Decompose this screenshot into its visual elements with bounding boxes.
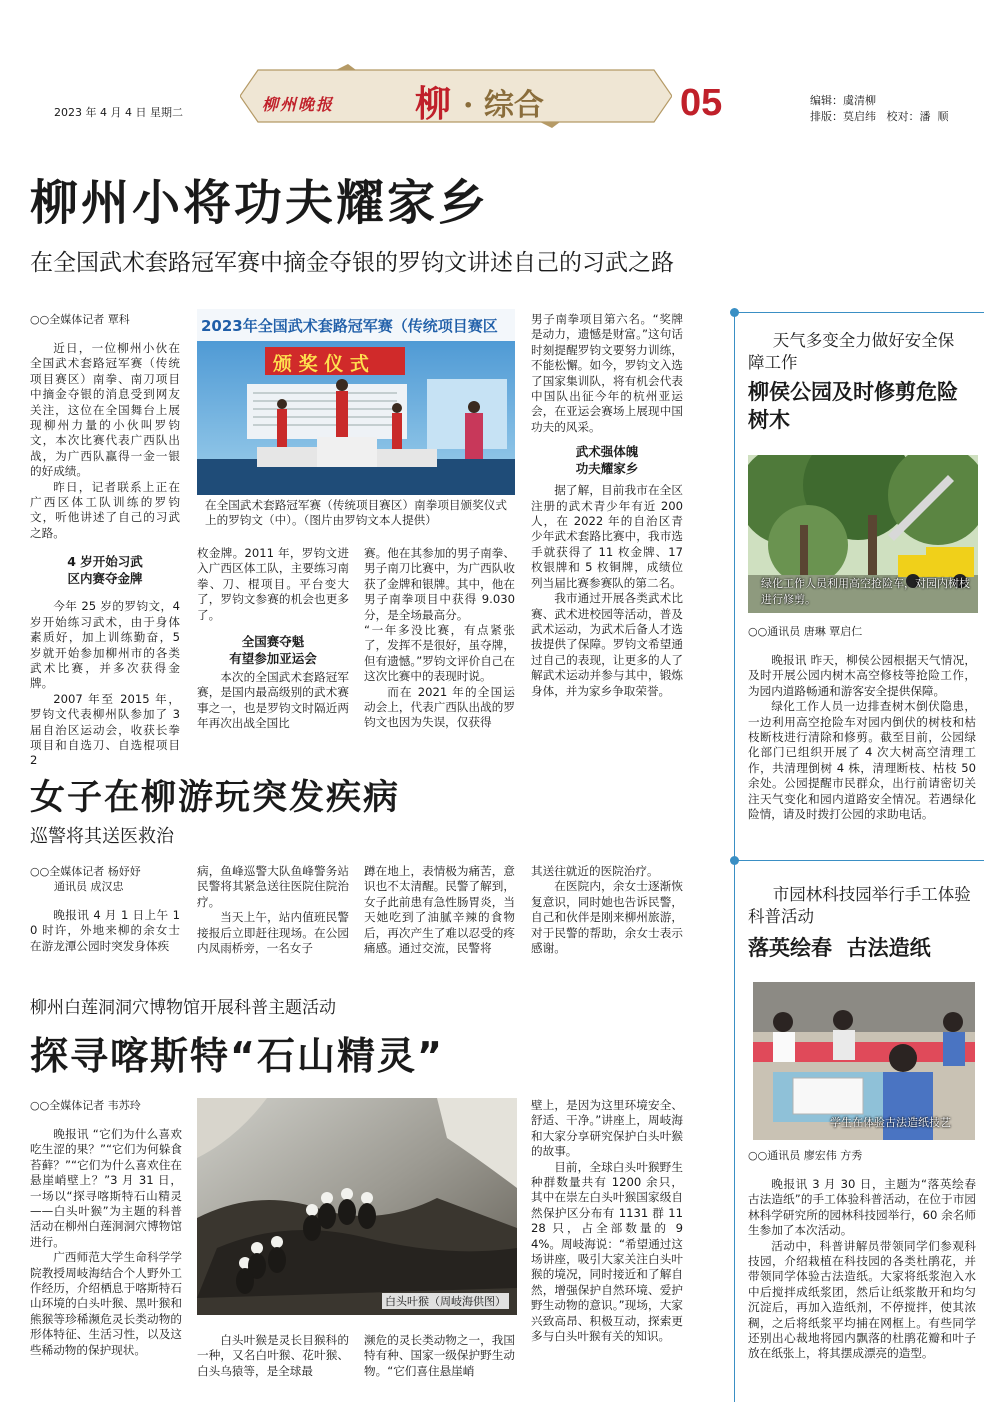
award-photo-caption: 在全国武术套路冠军赛（传统项目赛区）南拳项目颁奖仪式上的罗钧文（中）。（图片由罗钧文本人提供） bbox=[205, 498, 507, 528]
paragraph: 枚金牌。2011 年，罗钧文进入广西区体工队，主要练习南拳、刀、棍项目。平台变大了，罗钧文参赛的机会也更多了。 bbox=[197, 546, 349, 622]
layout-credit: 排版：莫启纬 校对：潘 顺 bbox=[810, 110, 949, 123]
story3-kicker: 柳州白莲洞洞穴博物馆开展科普主题活动 bbox=[30, 998, 336, 1018]
langur-photo-caption: 白头叶猴（周岐海供图） bbox=[382, 1293, 509, 1309]
story1-column-3 bbox=[364, 546, 515, 731]
side1-body bbox=[748, 624, 976, 822]
paragraph: 在医院内，余女士逐渐恢复意识，同时她也告诉民警，自己和伙伴是刚来柳州旅游，对于民警的帮助，余女士表示感谢。 bbox=[531, 879, 683, 956]
page-number: 05 bbox=[680, 82, 723, 124]
award-ceremony-photo bbox=[197, 309, 515, 495]
paragraph: 近日，一位柳州小伙在全国武术套路冠军赛（传统项目赛区）南拳、南刀项目中摘金夺银的消息受到网友关注，这位在全国舞台上展现柳州力量的小伙叫罗钧文，本次比赛代表广西队出战，为广西队赢得一金一银的好成绩。 bbox=[30, 341, 180, 479]
paragraph: 当天上午，站内值班民警接报后立即赶往现场。在公园内凤雨桥旁，一名女子 bbox=[197, 910, 349, 956]
side1-kicker: 天气多变全力做好安全保障工作 bbox=[748, 331, 955, 372]
paragraph: 晚报讯 昨天，柳侯公园根据天气情况，及时开展公园内树木高空修枝等抢险工作，为园内道路畅通和游客安全提供保障。 bbox=[748, 653, 976, 698]
story2-byline: 通讯员 成汉忠 bbox=[54, 880, 124, 893]
story3-column-1 bbox=[30, 1098, 182, 1358]
paragraph: 2007 年至 2015 年，罗钧文代表柳州队参加了 3 届自治区运动会，收获长拳项目和自选刀、自选棍项目 2 bbox=[30, 691, 180, 768]
paragraph: 男子南拳项目第六名。“奖牌是动力，遗憾是财富。”这句话时刻提醒罗钧文要努力训练，不能松懈。如今，罗钧文入选了国家集训队，将有机会代表中国队出征今年的杭州亚运会，在亚运会赛场上展现中国功夫的风采。 bbox=[531, 312, 683, 434]
papermaking-photo-caption: 学生在体验古法造纸技艺 bbox=[830, 1116, 951, 1129]
paragraph: 晚报讯 3 月 30 日，主题为“落英绘春 古法造纸”的手工体验科普活动，在位于市园林科学研究所的园林科技园举行，60 余名师生参加了本次活动。 bbox=[748, 1177, 976, 1238]
tree-photo-caption: 绿化工作人员利用高空抢险车，对园内树枝进行修剪。 bbox=[761, 577, 970, 606]
story1-column-1 bbox=[30, 312, 180, 769]
paragraph: 壁上，是因为这里环境安全、舒适、干净。”讲座上，周岐海和大家分享研究保护白头叶猴的故事。 bbox=[531, 1098, 683, 1159]
story3-byline: ○○全媒体记者 韦苏玲 bbox=[30, 1099, 141, 1112]
paragraph: 晚报讯 “它们为什么喜欢吃生涩的果？”“它们为何躲食苔藓？”“它们为什么喜欢住在悬崖峭壁上？”3 月 31 日，一场以“探寻喀斯特石山精灵——白头叶猴”为主题的科普活动在柳州白莲洞洞穴博物馆进行。 bbox=[30, 1127, 182, 1249]
tree-trimming-photo bbox=[748, 455, 978, 613]
photo-banner-title: 2023年全国武术套路冠军赛（传统项目赛区 bbox=[201, 317, 498, 335]
side2-body bbox=[748, 1148, 976, 1362]
paragraph: 活动中，科普讲解员带领同学们参观科技园，介绍栽植在科技园的各类杜鹃花，并带领同学体验古法造纸。大家将纸浆泡入水中后搅拌成纸浆团，然后让纸浆散开和均匀沉淀后，再加入造纸剂，不停搅拌，使其浓稠，之后将纸浆平均捕在网框上。有些同学还别出心裁地将园内飘落的杜鹃花瓣和叶子放在纸张上，将其摆成漂亮的造型。 bbox=[748, 1238, 976, 1361]
paragraph: 本次的全国武术套路冠军赛，是国内最高级别的武术赛事之一，也是罗钧文时隔近两年再次出战全国比 bbox=[197, 670, 349, 731]
paragraph: 其送往就近的医院治疗。 bbox=[531, 864, 659, 878]
story1-byline: ○○全媒体记者 覃科 bbox=[30, 313, 130, 326]
side2-title: 落英绘春 古法造纸 bbox=[748, 936, 931, 960]
paragraph: 昨日，记者联系上正在广西区体工队训练的罗钧文，听他讲述了自己的习武之路。 bbox=[30, 479, 180, 540]
story3-column-3 bbox=[364, 1333, 515, 1379]
story1-subhead-3: 武术强体魄 功夫耀家乡 bbox=[575, 444, 639, 477]
paragraph: 濒危的灵长类动物之一，我国特有种、国家一级保护野生动物。“它们喜住悬崖峭 bbox=[364, 1333, 515, 1378]
sidebar-middle-rule bbox=[734, 860, 984, 861]
story1-subtitle: 在全国武术套路冠军赛中摘金夺银的罗钧文讲述自己的习武之路 bbox=[30, 250, 674, 276]
paragraph: 据了解，目前我市在全区注册的武术青少年有近 200 人，在 2022 年的自治区青少年武术套路比赛中，我市选手就获得了 11 枚金牌、17 枚银牌和 5 枚铜牌，成绩位列当届比赛参赛队的第二名。 bbox=[531, 483, 683, 590]
story2-column-2 bbox=[197, 864, 349, 956]
story3-column-4 bbox=[531, 1098, 683, 1345]
paragraph: 白头叶猴是灵长目猴科的一种，又名白叶猴、花叶猴、白头乌猿等，是全球最 bbox=[197, 1333, 349, 1378]
story3-title: 探寻喀斯特“石山精灵” bbox=[30, 1034, 444, 1078]
side1-byline: ○○通讯员 唐琳 覃启仁 bbox=[748, 625, 863, 638]
sidebar-top-rule bbox=[734, 312, 984, 313]
side2-byline: ○○通讯员 廖宏伟 方秀 bbox=[748, 1149, 863, 1162]
story2-column-1 bbox=[30, 864, 180, 954]
story1-subhead-2: 全国赛夺魁 有望参加亚运会 bbox=[229, 634, 317, 667]
paragraph: 目前，全球白头叶猴野生种群数量共有 1200 余只，其中在崇左白头叶猴国家级自然保护区分布有 1131 群 1128 只，占全部数量的 94%。周岐海说：“希望通过这场讲座，吸引大家关注白头叶猴的境况，同时接近和了解自然，增强保护自然环境、爱护野生动物的意识。”现场，大家兴致高昂、积极互动，探索更多与白头叶猴有关的知识。 bbox=[531, 1159, 683, 1344]
story1-subhead-1: 4 岁开始习武 区内赛夺金牌 bbox=[67, 554, 143, 587]
paragraph: 蹲在地上，表情极为痛苦，意识也不太清醒。民警了解到，女子此前患有急性肠胃炎，当天她吃到了油腻辛辣的食物后，再次产生了难以忍受的疼痛感。通过交流，民警将 bbox=[364, 864, 515, 956]
paragraph: 而在 2021 年的全国运动会上，代表广西队出战的罗钧文也因为失误，仅获得 bbox=[364, 684, 515, 730]
paragraph: 晚报讯 4 月 1 日上午 10 时许，外地来柳的余女士在游龙潭公园时突发身体疾 bbox=[30, 908, 180, 953]
story2-column-4 bbox=[531, 864, 683, 956]
story3-column-2 bbox=[197, 1333, 349, 1379]
section-character: 柳 bbox=[415, 83, 452, 125]
papermaking-photo bbox=[753, 982, 975, 1140]
story2-subtitle: 巡警将其送医救治 bbox=[30, 826, 174, 847]
photo-banner-ceremony: 颁 奖 仪 式 bbox=[273, 353, 369, 375]
paragraph: 今年 25 岁的罗钧文，4 岁开始练习武术，由于身体素质好，加上训练勤奋，5 岁就开始参加柳州市的各类武术比赛，并多次获得金牌。 bbox=[30, 599, 180, 691]
side2-kicker: 市园林科技园举行手工体验科普活动 bbox=[748, 885, 971, 926]
issue-date: 2023 年 4 月 4 日 星期二 bbox=[54, 106, 183, 119]
story2-title: 女子在柳游玩突发疾病 bbox=[30, 778, 401, 818]
paragraph: 广西师范大学生命科学学院教授周岐海结合个人野外工作经历，介绍栖息于喀斯特石山环境的白头叶猴、黑叶猴和熊猴等珍稀濒危灵长类动物的形体特征、生活习性，以及这些稀动物的保护现状。 bbox=[30, 1250, 182, 1357]
section-name: · 综合 bbox=[463, 88, 544, 123]
sidebar-top-dot bbox=[730, 308, 739, 317]
side1-title: 柳侯公园及时修剪危险树木 bbox=[748, 380, 958, 432]
paragraph: 绿化工作人员一边排查树木倒伏隐患，一边利用高空抢险车对园内倒伏的树枝和枯枝断枝进行清除和修剪。截至目前，公园绿化部门已组织开展了 4 次大树高空清理工作，共清理倒树 4 株，清理断枝、枯枝 50 余处。公园提醒市民群众，出行前请密切关注天气变化和园内道路安全情况。若遇绿化险情，请及时拨打公园的求助电话。 bbox=[748, 699, 976, 822]
sidebar-middle-dot bbox=[730, 856, 739, 865]
newspaper-logo: 柳州晚报 bbox=[262, 95, 335, 114]
paragraph: “一年多没比赛，有点紧张了，发挥不是很好，虽夺牌，但有遗憾。”罗钧文评价自己在这次比赛中的表现时说。 bbox=[364, 623, 515, 684]
paragraph: 赛。他在其参加的男子南拳、男子南刀比赛中，为广西队收获了金牌和银牌。其中，他在男子南拳项目中获得 9.030 分，是全场最高分。 bbox=[364, 546, 515, 622]
paragraph: 我市通过开展各类武术比赛、武术进校园等活动，普及武术运动，为武术后备人才选拔提供了保障。罗钧文希望通过自己的表现，让更多的人了解武术运动并参与其中，锻炼身体，并为家乡争取荣誉。 bbox=[531, 591, 683, 698]
story1-column-4 bbox=[531, 312, 683, 699]
story2-column-3 bbox=[364, 864, 515, 956]
story2-byline: ○○全媒体记者 杨妤妤 bbox=[30, 865, 141, 878]
paragraph: 病，鱼峰巡警大队鱼峰警务站民警将其紧急送往医院住院治疗。 bbox=[197, 864, 349, 909]
white-headed-langur-photo bbox=[197, 1098, 517, 1315]
story1-column-2 bbox=[197, 546, 349, 732]
story1-title: 柳州小将功夫耀家乡 bbox=[30, 175, 490, 231]
editor-credit: 编辑：虞清柳 bbox=[810, 94, 876, 107]
